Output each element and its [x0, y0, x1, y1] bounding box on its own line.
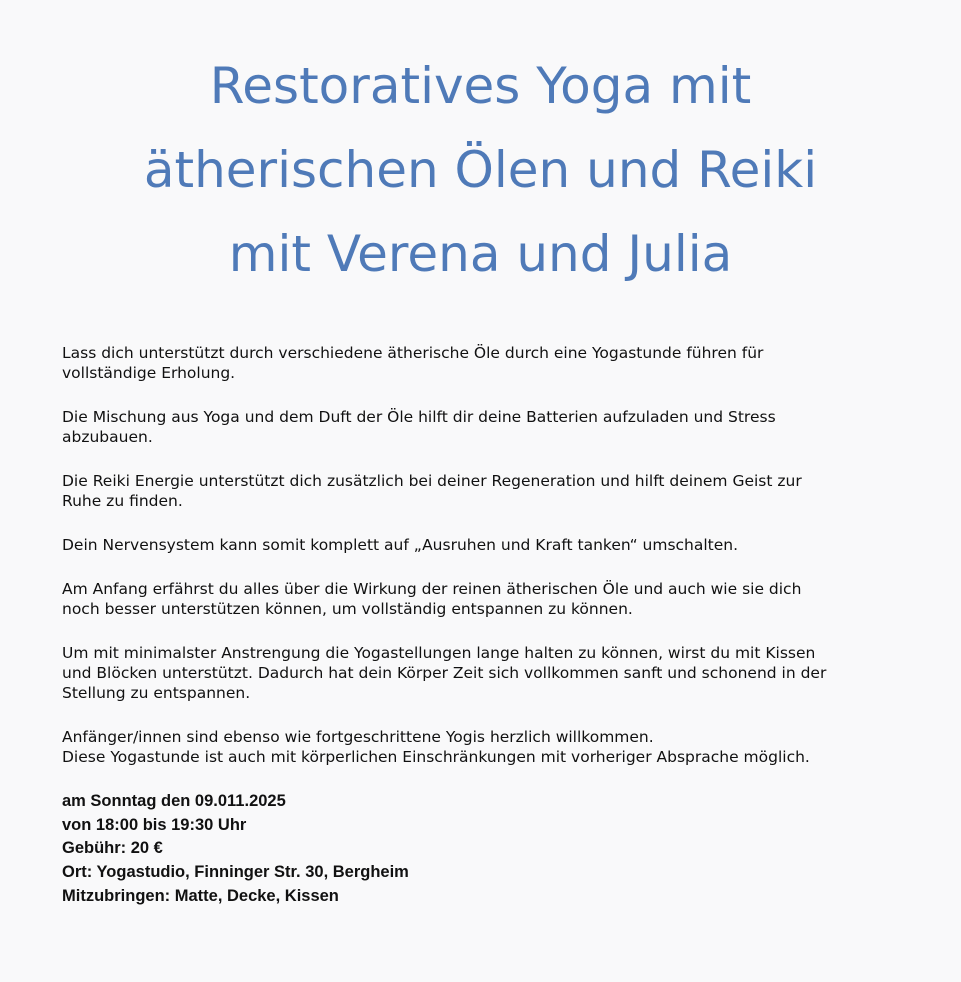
- event-bring-items: Mitzubringen: Matte, Decke, Kissen: [62, 886, 339, 905]
- event-time: von 18:00 bis 19:30 Uhr: [62, 815, 247, 834]
- paragraph-line: Lass dich unterstützt durch verschiedene ätherische Öle durch eine Yogastunde führen für: [62, 344, 764, 362]
- paragraph-props: [62, 643, 892, 703]
- paragraph-line: Diese Yogastunde ist auch mit körperlichen Einschränkungen mit vorheriger Absprache möglich.: [62, 748, 810, 766]
- paragraph-line: Ruhe zu finden.: [62, 492, 183, 510]
- paragraph-welcome: [62, 727, 892, 767]
- paragraph-line: Stellung zu entspannen.: [62, 684, 251, 702]
- title-line-2: ätherischen Ölen und Reiki: [143, 141, 818, 199]
- paragraph-line: Am Anfang erfährst du alles über die Wirkung der reinen ätherischen Öle und auch wie sie dich: [62, 580, 802, 598]
- paragraph-line: Anfänger/innen sind ebenso wie fortgeschrittene Yogis herzlich willkommen.: [62, 728, 654, 746]
- paragraph-line: abzubauen.: [62, 428, 153, 446]
- paragraph-line: vollständige Erholung.: [62, 364, 236, 382]
- paragraph-mixture: [62, 407, 892, 447]
- event-details: [62, 790, 409, 909]
- paragraph-line: Um mit minimalster Anstrengung die Yogastellungen lange halten zu können, wirst du mit Kissen: [62, 644, 816, 662]
- paragraph-reiki: [62, 471, 892, 511]
- paragraph-line: Die Reiki Energie unterstützt dich zusätzlich bei deiner Regeneration und hilft deinem Geist zur: [62, 472, 802, 490]
- event-location: Ort: Yogastudio, Finninger Str. 30, Bergheim: [62, 863, 409, 882]
- paragraph-nervous-system: [62, 535, 892, 555]
- paragraph-line: Dein Nervensystem kann somit komplett auf „Ausruhen und Kraft tanken“ umschalten.: [62, 536, 739, 554]
- paragraph-line: Die Mischung aus Yoga und dem Duft der Öle hilft dir deine Batterien aufzuladen und Stress: [62, 408, 776, 426]
- paragraph-line: noch besser unterstützen können, um vollständig entspannen zu können.: [62, 600, 633, 618]
- title-line-1: Restoratives Yoga mit: [209, 57, 752, 115]
- title-line-3: mit Verena und Julia: [228, 225, 733, 283]
- description-body: [62, 343, 892, 791]
- event-date: am Sonntag den 09.011.2025: [62, 792, 286, 810]
- page-title: [0, 44, 961, 296]
- event-fee: Gebühr: 20 €: [62, 839, 163, 858]
- paragraph-intro: [62, 343, 892, 383]
- paragraph-line: und Blöcken unterstützt. Dadurch hat dein Körper Zeit sich vollkommen sanft und schonend in der: [62, 664, 827, 682]
- paragraph-oils: [62, 579, 892, 619]
